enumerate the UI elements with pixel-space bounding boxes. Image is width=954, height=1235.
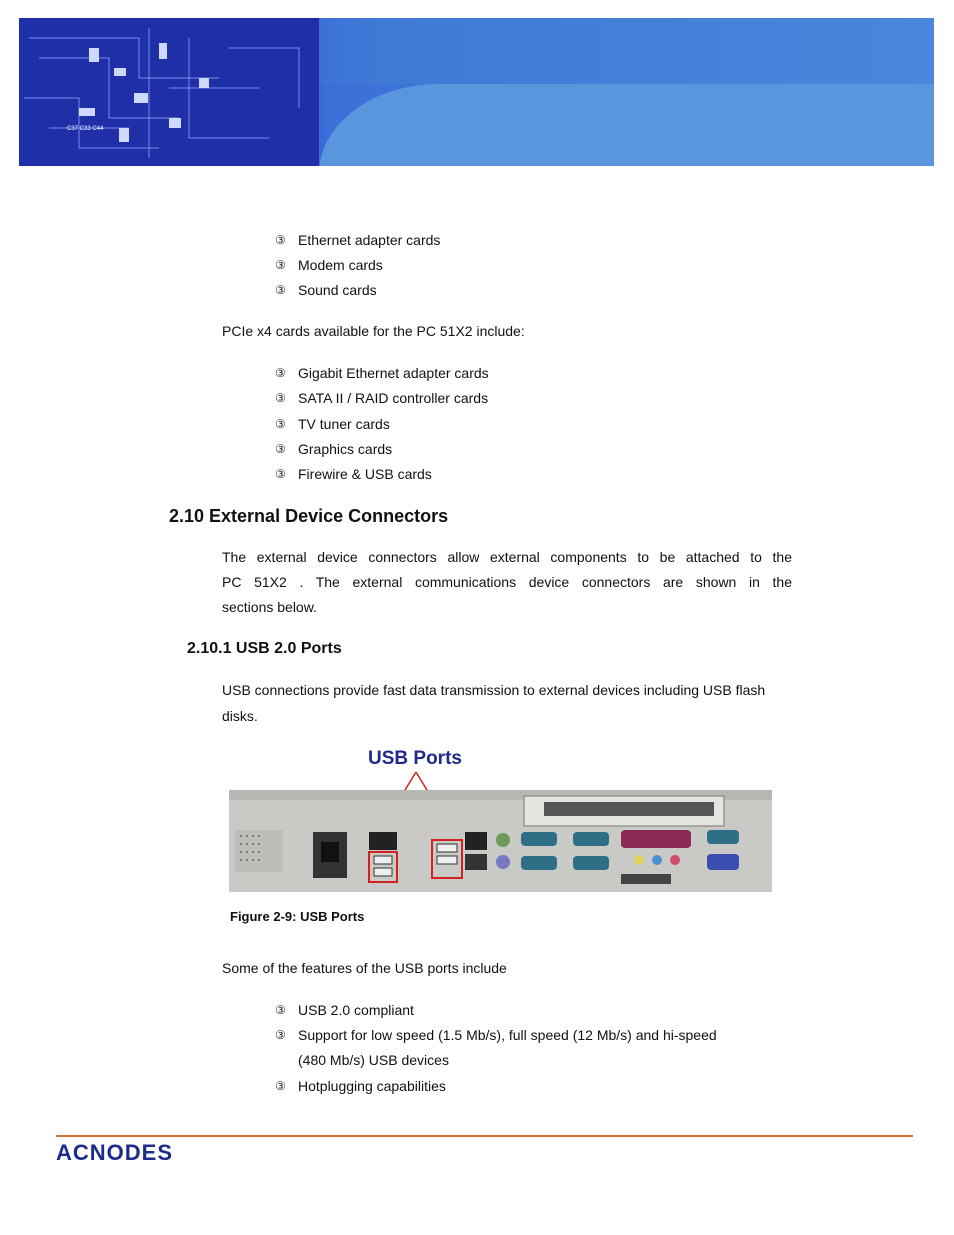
list-item: Ethernet adapter cards xyxy=(298,232,441,248)
bullet-icon: ③ xyxy=(275,233,286,247)
header-banner xyxy=(19,18,934,166)
pcie-intro: PCIe x4 cards available for the PC 51X2 include: xyxy=(222,323,525,339)
list-item: Sound cards xyxy=(298,282,377,298)
bullet-icon: ③ xyxy=(275,1079,286,1093)
list-item: Gigabit Ethernet adapter cards xyxy=(298,365,489,381)
figure-caption: Figure 2-9: USB Ports xyxy=(230,909,365,924)
section-paragraph-line: sections below. xyxy=(222,599,317,615)
svg-text:C37 C33 C44: C37 C33 C44 xyxy=(67,126,104,132)
list-item: Modem cards xyxy=(298,257,383,273)
bullet-icon: ③ xyxy=(275,366,286,380)
usb-paragraph-line: disks. xyxy=(222,708,258,724)
bullet-icon: ③ xyxy=(275,1003,286,1017)
bullet-icon: ③ xyxy=(275,467,286,481)
section-paragraph-line: PC 51X2 . The external communications device connectors are shown in the xyxy=(222,574,792,590)
list-item: SATA II / RAID controller cards xyxy=(298,390,489,406)
circuit-board-graphic xyxy=(19,18,319,166)
bullet-icon: ③ xyxy=(275,258,286,272)
subsection-heading: 2.10.1 USB 2.0 Ports xyxy=(187,640,342,657)
usb-paragraph-line: USB connections provide fast data transmission to external devices including USB flash xyxy=(222,682,766,698)
list-item: USB 2.0 compliant xyxy=(298,1002,414,1018)
footer-rule xyxy=(56,1135,913,1137)
bullet-icon: ③ xyxy=(275,1028,286,1042)
figure-title: USB Ports xyxy=(368,748,462,769)
list-item: Firewire & USB cards xyxy=(298,466,432,482)
acnodes-logo: ACNODES xyxy=(56,1140,174,1165)
list-item: TV tuner cards xyxy=(298,416,390,432)
bullet-icon: ③ xyxy=(275,417,286,431)
banner-swoosh xyxy=(319,84,934,166)
section-heading: 2.10 External Device Connectors xyxy=(169,506,449,526)
features-intro: Some of the features of the USB ports include xyxy=(222,960,507,976)
bullet-icon: ③ xyxy=(275,283,286,297)
list-item: Graphics cards xyxy=(298,441,393,457)
list-item-continuation: (480 Mb/s) USB devices xyxy=(298,1052,449,1068)
usb-ports-photo xyxy=(229,790,772,892)
list-item: Hotplugging capabilities xyxy=(298,1078,446,1094)
bullet-icon: ③ xyxy=(275,391,286,405)
section-paragraph-line: The external device connectors allow external components to be attached to the xyxy=(222,549,792,565)
list-item: Support for low speed (1.5 Mb/s), full speed (12 Mb/s) and hi-speed xyxy=(298,1027,717,1043)
bullet-icon: ③ xyxy=(275,442,286,456)
